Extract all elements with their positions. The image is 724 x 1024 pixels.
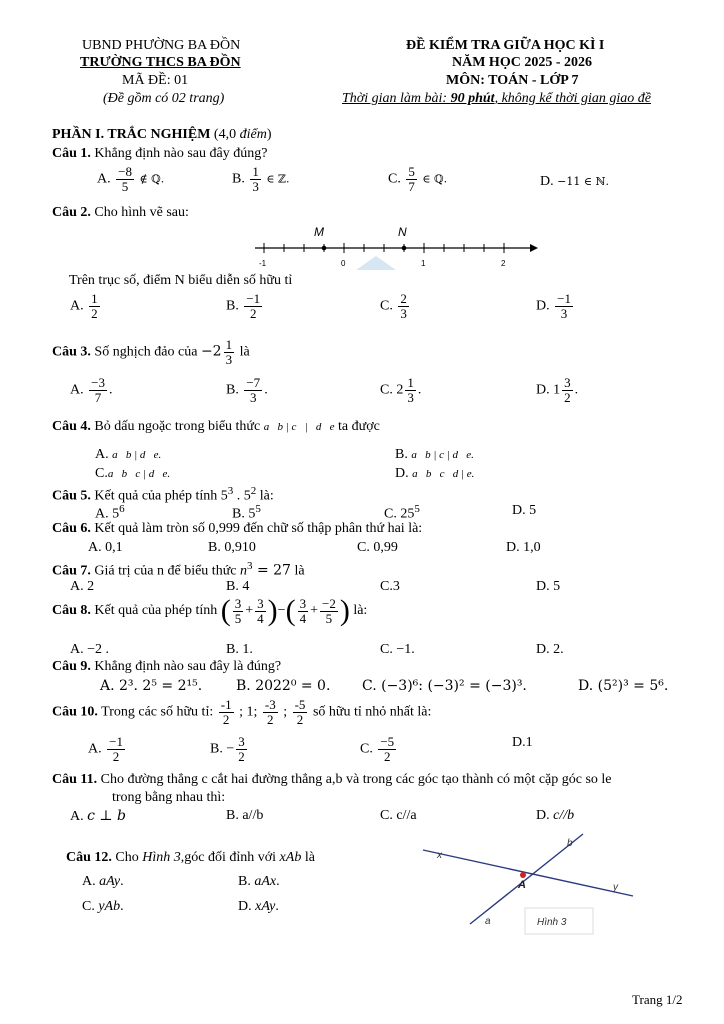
q8-option-d: D. 2. — [536, 642, 564, 657]
number-line-figure — [250, 220, 540, 272]
tick-label-0: 0 — [341, 259, 346, 268]
subject: MÔN: TOÁN - LỚP 7 — [446, 73, 579, 88]
q10-stem: Câu 10. Trong các số hữu tỉ: $\frac{-1}{2}$ ; 1; $\frac{-3}{2}$ ; $\frac{-5}{2}$ số hữu tỉ nhỏ nhất là: — [52, 697, 432, 727]
q3-option-d: D. 1 $\frac{3}{2}$ . — [536, 375, 579, 405]
q4-stem: Câu 4. Bỏ dấu ngoặc trong biểu thức a b | c | d e ta được — [52, 419, 380, 434]
figure-caption: Hình 3 — [537, 917, 567, 928]
q7-option-b: B. 4 — [226, 579, 250, 594]
q5-stem: Câu 5. Kết quả của phép tính $5^3$ . $5^2$ là: — [52, 485, 274, 504]
point-m-label: M — [314, 225, 324, 239]
q6-option-c: C. 0,99 — [357, 540, 398, 555]
q7-option-a: A. 2 — [70, 579, 95, 594]
q5-option-b: B. $5^5$ — [232, 503, 261, 522]
q12-option-d: D. xAy. — [238, 899, 279, 914]
q1-option-d: D. −11 ∈ ℕ. — [540, 174, 610, 189]
q12-option-b: B. aAx. — [238, 874, 280, 889]
point-n-dot — [402, 246, 407, 251]
q6-option-a: A. 0,1 — [88, 540, 123, 555]
label-point-a: A — [518, 879, 526, 891]
q2-stem: Câu 2. Cho hình vẽ sau: — [52, 205, 189, 220]
point-m-dot — [322, 246, 327, 251]
q2-option-d: D. $\frac{-1}{3}$ — [536, 291, 571, 321]
school-year: NĂM HỌC 2025 - 2026 — [452, 55, 592, 70]
exam-title: ĐỀ KIỂM TRA GIỮA HỌC KÌ I — [406, 38, 605, 53]
tick-label-neg1: -1 — [259, 259, 267, 268]
q7-stem: Câu 7. Giá trị của n để biểu thức $n^3 = 27$ là — [52, 560, 305, 579]
q4-option-b: B. a b | c | d e. — [395, 447, 474, 462]
q4-option-c: C.a b c | d e. — [95, 466, 171, 481]
q5-option-d: D. 5 — [512, 503, 537, 518]
q6-option-d: D. 1,0 — [506, 540, 541, 555]
q6-option-b: B. 0,910 — [208, 540, 256, 555]
q11-option-d: D. c//b — [536, 808, 575, 823]
q4-option-a: A. a b | d e. — [95, 447, 162, 462]
tick-label-2: 2 — [501, 259, 506, 268]
number-line-arrow — [530, 244, 538, 252]
q3-stem: Câu 3. Số nghịch đảo của −2 $\frac{1}{3}$ là — [52, 337, 250, 367]
q7-option-d: D. 5 — [536, 579, 561, 594]
intersection-point-a — [520, 872, 526, 878]
q10-option-a: A. $\frac{-1}{2}$ — [88, 734, 123, 764]
q1-option-c: C. $\frac{5}{7}$ ∈ ℚ. — [388, 164, 448, 194]
tick-label-1: 1 — [421, 259, 426, 268]
page-number: Trang 1/2 — [632, 992, 683, 1007]
q9-option-a: A. 2³. 2⁵ = 2¹⁵. — [100, 678, 203, 694]
label-y: y — [613, 882, 618, 893]
q12-stem: Câu 12. Cho Hình 3,góc đối đỉnh với xAb là — [66, 850, 315, 865]
exam-code: MÃ ĐỀ: 01 — [122, 73, 189, 88]
q5-option-c: C. $25^5$ — [384, 503, 420, 522]
q8-stem: Câu 8. Kết quả của phép tính ( $\frac{3}{5}$ + $\frac{3}{4}$ )−( $\frac{3}{4}$ + $\frac{-2}{5}$ ) là: — [52, 594, 368, 627]
q12-option-c: C. yAb. — [82, 899, 124, 914]
q1-stem: Câu 1. Khẳng định nào sau đây đúng? — [52, 146, 268, 161]
label-a: a — [485, 916, 491, 927]
q1-option-a: A. $\frac{-8}{5}$ ∉ ℚ. — [97, 164, 165, 194]
label-b: b — [567, 838, 573, 849]
q9-stem: Câu 9. Khẳng định nào sau đây là đúng? — [52, 659, 282, 674]
q1-option-b: B. $\frac{1}{3}$ ∈ ℤ. — [232, 164, 290, 194]
q6-stem: Câu 6. Kết quả làm tròn số 0,999 đến chữ số thập phân thứ hai là: — [52, 521, 423, 536]
q2-option-a: A. $\frac{1}{2}$ — [70, 291, 98, 321]
point-n-label: N — [398, 225, 407, 239]
q2-option-c: C. $\frac{2}{3}$ — [380, 291, 407, 321]
q10-option-d: D.1 — [512, 735, 533, 750]
q9-option-d: D. (5²)³ = 5⁶. — [578, 678, 669, 694]
q11-option-b: B. a//b — [226, 808, 264, 823]
q9-option-c: C. (−3)⁶: (−3)² = (−3)³. — [362, 678, 527, 694]
line-xy — [423, 850, 633, 896]
q10-option-c: C. $\frac{-5}{2}$ — [360, 734, 395, 764]
q3-option-c: C. 2 $\frac{1}{3}$ . — [380, 375, 422, 405]
mark-triangle — [356, 256, 396, 270]
part1-title: PHẦN I. TRẮC NGHIỆM (4,0 điểm) — [52, 127, 272, 142]
q7-option-c: C.3 — [380, 579, 400, 594]
q11-stem: Câu 11. Cho đường thẳng c cắt hai đường thẳng a,b và trong các góc tạo thành có một cặp góc so le — [52, 772, 612, 787]
time-note: Thời gian làm bài: 90 phút, không kể thời gian giao đề — [342, 91, 651, 106]
org-name: UBND PHƯỜNG BA ĐỒN — [82, 38, 241, 53]
q5-option-a: A. $5^6$ — [95, 503, 125, 522]
q8-option-a: A. −2 . — [70, 642, 110, 657]
q2-prompt: Trên trục số, điểm N biểu diễn số hữu tỉ — [69, 273, 293, 288]
q4-option-d: D. a b c d | e. — [395, 466, 475, 481]
q8-option-b: B. 1. — [226, 642, 253, 657]
figure-3-diagram — [415, 826, 640, 938]
q3-option-a: A. $\frac{-3}{7}$ . — [70, 375, 113, 405]
pages-note: (Đề gồm có 02 trang) — [103, 91, 225, 106]
q8-option-c: C. −1. — [380, 642, 415, 657]
q11-option-a: A. c ⊥ b — [70, 808, 126, 824]
q12-option-a: A. aAy. — [82, 874, 124, 889]
q11-option-c: C. c//a — [380, 808, 417, 823]
q9-option-b: B. 2022⁰ = 0. — [236, 678, 331, 694]
q3-option-b: B. $\frac{-7}{3}$ . — [226, 375, 268, 405]
q2-option-b: B. $\frac{-1}{2}$ — [226, 291, 261, 321]
label-x: x — [437, 850, 442, 861]
q10-option-b: B. − $\frac{3}{2}$ — [210, 734, 245, 764]
school-name: TRƯỜNG THCS BA ĐỒN — [80, 55, 241, 70]
q11-stem-cont: trong bằng nhau thì: — [112, 790, 226, 805]
